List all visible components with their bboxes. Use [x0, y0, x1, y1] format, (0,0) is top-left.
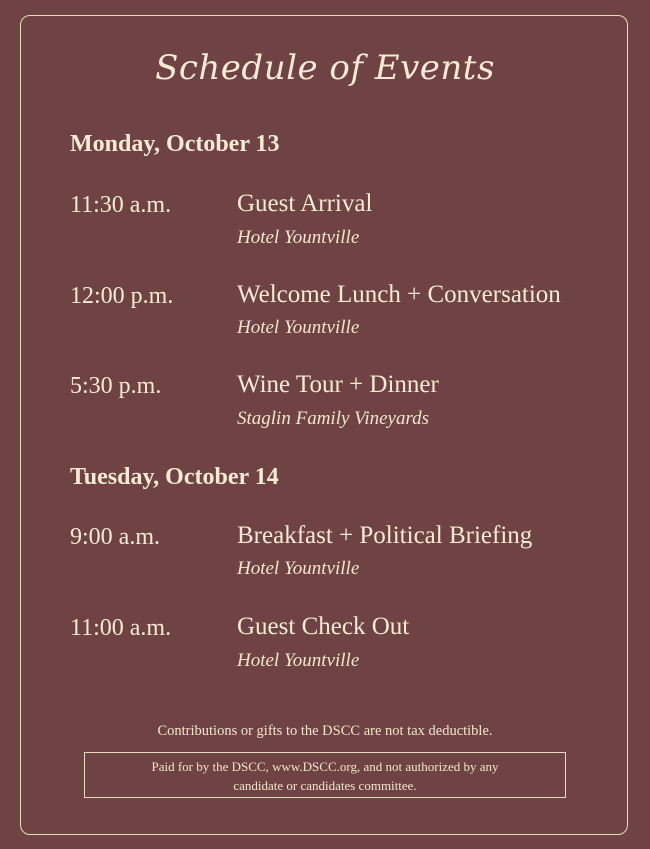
event-name: Guest Arrival: [237, 190, 373, 217]
event-venue: Hotel Yountville: [237, 558, 360, 579]
paid-for-disclaimer-box: [84, 752, 566, 798]
day-heading-monday: Monday, October 13: [70, 131, 280, 157]
event-time: 11:30 a.m.: [70, 192, 172, 218]
event-venue: Hotel Yountville: [237, 650, 360, 671]
day-heading-tuesday: Tuesday, October 14: [70, 464, 279, 490]
event-time: 9:00 a.m.: [70, 524, 160, 550]
event-name: Breakfast + Political Briefing: [237, 522, 533, 549]
paid-for-line-1: Paid for by the DSCC, www.DSCC.org, and not authorized by any: [151, 759, 499, 774]
event-name: Wine Tour + Dinner: [237, 371, 439, 398]
paid-for-line-2: candidate or candidates committee.: [233, 778, 417, 793]
event-time: 11:00 a.m.: [70, 615, 172, 641]
page-title: Schedule of Events: [155, 48, 495, 88]
event-time: 12:00 p.m.: [70, 283, 174, 309]
tax-disclaimer: Contributions or gifts to the DSCC are not tax deductible.: [157, 723, 493, 739]
event-venue: Hotel Yountville: [237, 317, 360, 338]
event-name: Welcome Lunch + Conversation: [237, 281, 561, 308]
event-name: Guest Check Out: [237, 613, 410, 640]
event-venue: Staglin Family Vineyards: [237, 408, 430, 429]
event-venue: Hotel Yountville: [237, 227, 360, 248]
event-time: 5:30 p.m.: [70, 373, 162, 399]
